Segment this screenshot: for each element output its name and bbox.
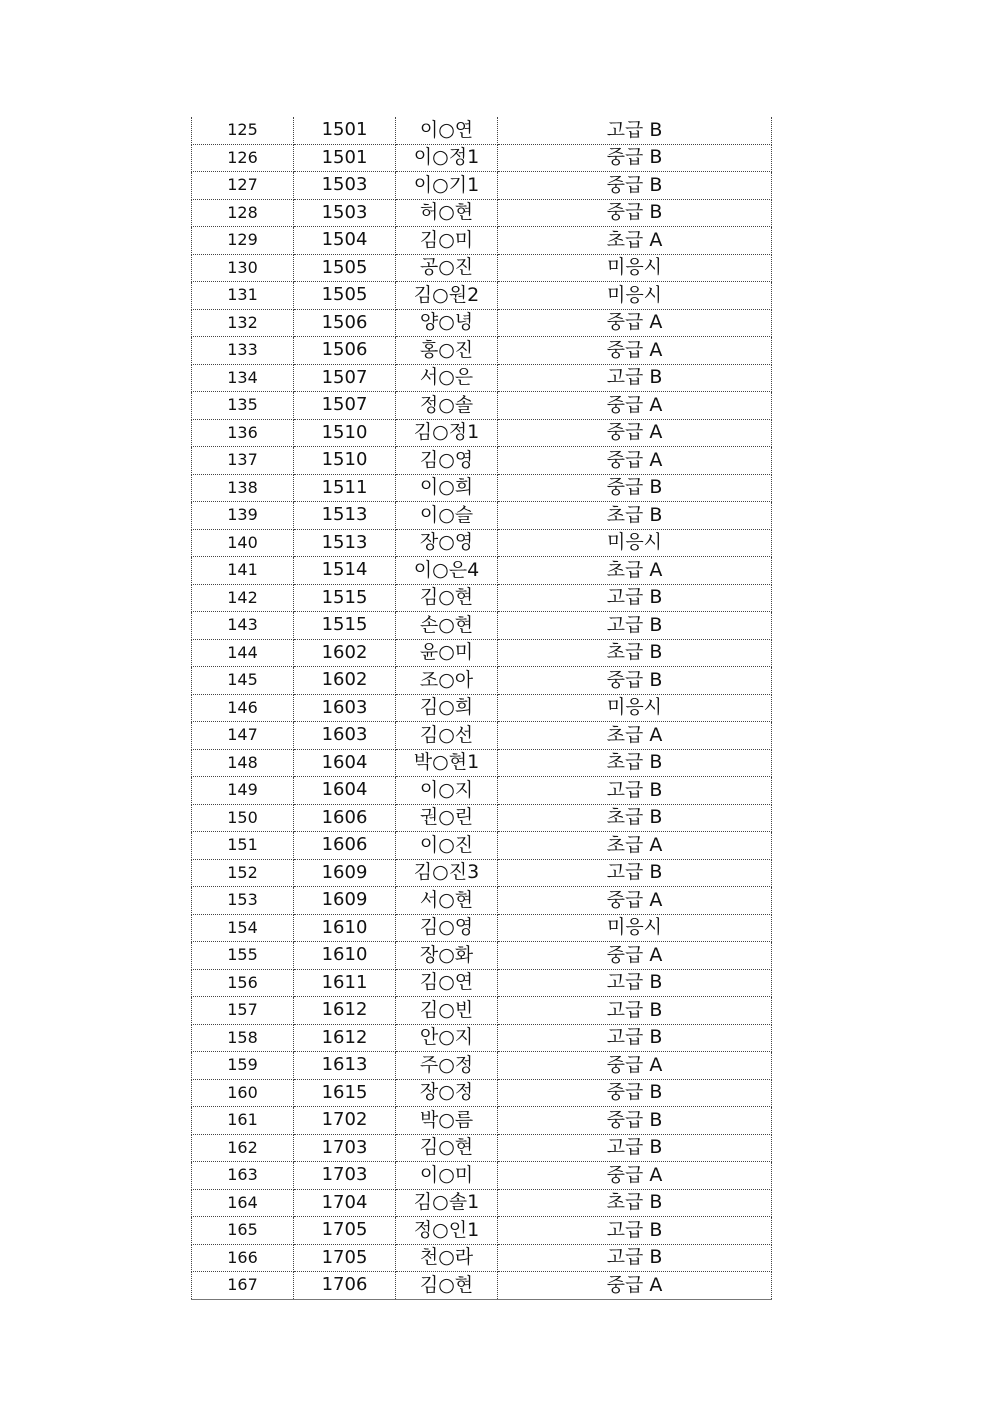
table-row (192, 887, 772, 915)
row-number-cell: 163 (192, 1162, 294, 1190)
student-name-cell: 이○진 (396, 832, 498, 860)
table-row (192, 667, 772, 695)
row-number-cell: 158 (192, 1024, 294, 1052)
class-code-cell: 1507 (294, 392, 396, 420)
grade-result-cell: 초급 B (498, 639, 772, 667)
class-code-cell: 1615 (294, 1079, 396, 1107)
class-code-cell: 1703 (294, 1162, 396, 1190)
row-number-cell: 137 (192, 447, 294, 475)
row-number-cell: 162 (192, 1134, 294, 1162)
table-row (192, 612, 772, 640)
grade-result-cell: 중급 A (498, 337, 772, 365)
class-code-cell: 1604 (294, 749, 396, 777)
row-number-cell: 138 (192, 474, 294, 502)
student-name-cell: 장○화 (396, 942, 498, 970)
class-code-cell: 1610 (294, 942, 396, 970)
row-number-cell: 161 (192, 1107, 294, 1135)
student-name-cell: 정○솔 (396, 392, 498, 420)
row-number-cell: 166 (192, 1244, 294, 1272)
grade-result-cell: 초급 A (498, 722, 772, 750)
row-number-cell: 156 (192, 969, 294, 997)
student-name-cell: 김○영 (396, 447, 498, 475)
student-name-cell: 허○현 (396, 199, 498, 227)
grade-result-cell: 미응시 (498, 282, 772, 310)
student-name-cell: 이○미 (396, 1162, 498, 1190)
student-name-cell: 장○정 (396, 1079, 498, 1107)
class-code-cell: 1511 (294, 474, 396, 502)
row-number-cell: 131 (192, 282, 294, 310)
table-row (192, 722, 772, 750)
student-name-cell: 이○은4 (396, 557, 498, 585)
class-code-cell: 1505 (294, 254, 396, 282)
grade-result-cell: 중급 B (498, 199, 772, 227)
student-name-cell: 서○현 (396, 887, 498, 915)
row-number-cell: 133 (192, 337, 294, 365)
class-code-cell: 1609 (294, 887, 396, 915)
student-name-cell: 김○희 (396, 694, 498, 722)
class-code-cell: 1507 (294, 364, 396, 392)
class-code-cell: 1604 (294, 777, 396, 805)
table-row (192, 144, 772, 172)
row-number-cell: 148 (192, 749, 294, 777)
row-number-cell: 150 (192, 804, 294, 832)
student-name-cell: 양○녕 (396, 309, 498, 337)
grade-result-cell: 고급 B (498, 1024, 772, 1052)
grade-result-cell: 초급 B (498, 502, 772, 530)
table-row (192, 309, 772, 337)
student-name-cell: 공○진 (396, 254, 498, 282)
student-name-cell: 주○정 (396, 1052, 498, 1080)
row-number-cell: 149 (192, 777, 294, 805)
grade-result-cell: 고급 B (498, 1134, 772, 1162)
grade-result-cell: 중급 A (498, 942, 772, 970)
table-row (192, 969, 772, 997)
table-row (192, 942, 772, 970)
table-row (192, 1052, 772, 1080)
table-row (192, 254, 772, 282)
table-row (192, 1162, 772, 1190)
row-number-cell: 154 (192, 914, 294, 942)
grade-result-cell: 고급 B (498, 969, 772, 997)
table-row (192, 1272, 772, 1300)
row-number-cell: 126 (192, 144, 294, 172)
grade-result-cell: 고급 B (498, 117, 772, 144)
table-row (192, 1107, 772, 1135)
grade-result-cell: 초급 B (498, 1189, 772, 1217)
row-number-cell: 144 (192, 639, 294, 667)
table-row (192, 392, 772, 420)
grade-result-cell: 중급 A (498, 887, 772, 915)
class-code-cell: 1702 (294, 1107, 396, 1135)
row-number-cell: 134 (192, 364, 294, 392)
class-code-cell: 1515 (294, 612, 396, 640)
class-code-cell: 1513 (294, 529, 396, 557)
row-number-cell: 157 (192, 997, 294, 1025)
student-name-cell: 장○영 (396, 529, 498, 557)
row-number-cell: 165 (192, 1217, 294, 1245)
grade-result-cell: 고급 B (498, 1244, 772, 1272)
grade-result-cell: 고급 B (498, 1217, 772, 1245)
row-number-cell: 129 (192, 227, 294, 255)
table-row (192, 337, 772, 365)
student-name-cell: 김○미 (396, 227, 498, 255)
table-row (192, 777, 772, 805)
student-name-cell: 김○선 (396, 722, 498, 750)
student-name-cell: 천○라 (396, 1244, 498, 1272)
row-number-cell: 155 (192, 942, 294, 970)
results-table (191, 117, 772, 1300)
class-code-cell: 1505 (294, 282, 396, 310)
table-row (192, 282, 772, 310)
table-row (192, 832, 772, 860)
row-number-cell: 153 (192, 887, 294, 915)
grade-result-cell: 중급 A (498, 392, 772, 420)
grade-result-cell: 초급 B (498, 804, 772, 832)
class-code-cell: 1603 (294, 722, 396, 750)
table-row (192, 584, 772, 612)
table-row (192, 364, 772, 392)
student-name-cell: 김○현 (396, 1272, 498, 1300)
grade-result-cell: 중급 B (498, 474, 772, 502)
table-row (192, 227, 772, 255)
row-number-cell: 146 (192, 694, 294, 722)
row-number-cell: 151 (192, 832, 294, 860)
table-row (192, 1217, 772, 1245)
results-sheet (191, 117, 771, 1300)
student-name-cell: 김○진3 (396, 859, 498, 887)
grade-result-cell: 중급 A (498, 1052, 772, 1080)
row-number-cell: 152 (192, 859, 294, 887)
table-row (192, 1024, 772, 1052)
row-number-cell: 128 (192, 199, 294, 227)
student-name-cell: 정○인1 (396, 1217, 498, 1245)
row-number-cell: 164 (192, 1189, 294, 1217)
grade-result-cell: 중급 A (498, 447, 772, 475)
results-table-body (192, 117, 772, 1299)
grade-result-cell: 초급 A (498, 557, 772, 585)
class-code-cell: 1609 (294, 859, 396, 887)
grade-result-cell: 중급 A (498, 1272, 772, 1300)
table-row (192, 1244, 772, 1272)
student-name-cell: 이○지 (396, 777, 498, 805)
row-number-cell: 127 (192, 172, 294, 200)
row-number-cell: 141 (192, 557, 294, 585)
class-code-cell: 1703 (294, 1134, 396, 1162)
class-code-cell: 1501 (294, 117, 396, 144)
student-name-cell: 박○현1 (396, 749, 498, 777)
row-number-cell: 132 (192, 309, 294, 337)
class-code-cell: 1705 (294, 1244, 396, 1272)
table-row (192, 529, 772, 557)
grade-result-cell: 미응시 (498, 914, 772, 942)
class-code-cell: 1506 (294, 337, 396, 365)
student-name-cell: 안○지 (396, 1024, 498, 1052)
grade-result-cell: 고급 B (498, 859, 772, 887)
table-row (192, 914, 772, 942)
student-name-cell: 김○연 (396, 969, 498, 997)
table-row (192, 997, 772, 1025)
class-code-cell: 1606 (294, 804, 396, 832)
student-name-cell: 홍○진 (396, 337, 498, 365)
class-code-cell: 1603 (294, 694, 396, 722)
student-name-cell: 서○은 (396, 364, 498, 392)
grade-result-cell: 중급 B (498, 1079, 772, 1107)
class-code-cell: 1612 (294, 997, 396, 1025)
class-code-cell: 1705 (294, 1217, 396, 1245)
student-name-cell: 이○연 (396, 117, 498, 144)
table-row (192, 1079, 772, 1107)
table-row (192, 804, 772, 832)
student-name-cell: 김○정1 (396, 419, 498, 447)
row-number-cell: 147 (192, 722, 294, 750)
grade-result-cell: 초급 B (498, 749, 772, 777)
student-name-cell: 김○영 (396, 914, 498, 942)
table-row (192, 859, 772, 887)
class-code-cell: 1515 (294, 584, 396, 612)
grade-result-cell: 중급 A (498, 1162, 772, 1190)
grade-result-cell: 중급 A (498, 419, 772, 447)
class-code-cell: 1610 (294, 914, 396, 942)
student-name-cell: 이○슬 (396, 502, 498, 530)
table-row (192, 117, 772, 144)
student-name-cell: 박○름 (396, 1107, 498, 1135)
table-row (192, 1189, 772, 1217)
table-row (192, 639, 772, 667)
class-code-cell: 1501 (294, 144, 396, 172)
class-code-cell: 1613 (294, 1052, 396, 1080)
class-code-cell: 1510 (294, 447, 396, 475)
class-code-cell: 1503 (294, 172, 396, 200)
class-code-cell: 1513 (294, 502, 396, 530)
table-row (192, 199, 772, 227)
grade-result-cell: 초급 A (498, 832, 772, 860)
student-name-cell: 김○솔1 (396, 1189, 498, 1217)
class-code-cell: 1611 (294, 969, 396, 997)
row-number-cell: 125 (192, 117, 294, 144)
class-code-cell: 1514 (294, 557, 396, 585)
row-number-cell: 167 (192, 1272, 294, 1300)
class-code-cell: 1602 (294, 667, 396, 695)
table-row (192, 447, 772, 475)
student-name-cell: 손○현 (396, 612, 498, 640)
table-row (192, 749, 772, 777)
row-number-cell: 130 (192, 254, 294, 282)
table-row (192, 557, 772, 585)
grade-result-cell: 중급 A (498, 309, 772, 337)
student-name-cell: 이○기1 (396, 172, 498, 200)
student-name-cell: 권○린 (396, 804, 498, 832)
grade-result-cell: 고급 B (498, 584, 772, 612)
row-number-cell: 139 (192, 502, 294, 530)
student-name-cell: 김○현 (396, 1134, 498, 1162)
class-code-cell: 1510 (294, 419, 396, 447)
grade-result-cell: 중급 B (498, 1107, 772, 1135)
class-code-cell: 1706 (294, 1272, 396, 1300)
table-row (192, 1134, 772, 1162)
student-name-cell: 조○아 (396, 667, 498, 695)
row-number-cell: 140 (192, 529, 294, 557)
grade-result-cell: 고급 B (498, 997, 772, 1025)
grade-result-cell: 고급 B (498, 777, 772, 805)
grade-result-cell: 고급 B (498, 612, 772, 640)
student-name-cell: 이○정1 (396, 144, 498, 172)
class-code-cell: 1506 (294, 309, 396, 337)
student-name-cell: 윤○미 (396, 639, 498, 667)
grade-result-cell: 고급 B (498, 364, 772, 392)
row-number-cell: 135 (192, 392, 294, 420)
grade-result-cell: 초급 A (498, 227, 772, 255)
class-code-cell: 1612 (294, 1024, 396, 1052)
student-name-cell: 김○빈 (396, 997, 498, 1025)
grade-result-cell: 미응시 (498, 254, 772, 282)
row-number-cell: 160 (192, 1079, 294, 1107)
grade-result-cell: 중급 B (498, 144, 772, 172)
grade-result-cell: 중급 B (498, 667, 772, 695)
student-name-cell: 김○원2 (396, 282, 498, 310)
table-row (192, 419, 772, 447)
student-name-cell: 이○희 (396, 474, 498, 502)
row-number-cell: 136 (192, 419, 294, 447)
student-name-cell: 김○현 (396, 584, 498, 612)
row-number-cell: 159 (192, 1052, 294, 1080)
class-code-cell: 1504 (294, 227, 396, 255)
class-code-cell: 1606 (294, 832, 396, 860)
class-code-cell: 1503 (294, 199, 396, 227)
grade-result-cell: 중급 B (498, 172, 772, 200)
grade-result-cell: 미응시 (498, 529, 772, 557)
row-number-cell: 143 (192, 612, 294, 640)
table-row (192, 694, 772, 722)
table-row (192, 474, 772, 502)
row-number-cell: 145 (192, 667, 294, 695)
table-row (192, 172, 772, 200)
table-row (192, 502, 772, 530)
row-number-cell: 142 (192, 584, 294, 612)
class-code-cell: 1602 (294, 639, 396, 667)
grade-result-cell: 미응시 (498, 694, 772, 722)
class-code-cell: 1704 (294, 1189, 396, 1217)
